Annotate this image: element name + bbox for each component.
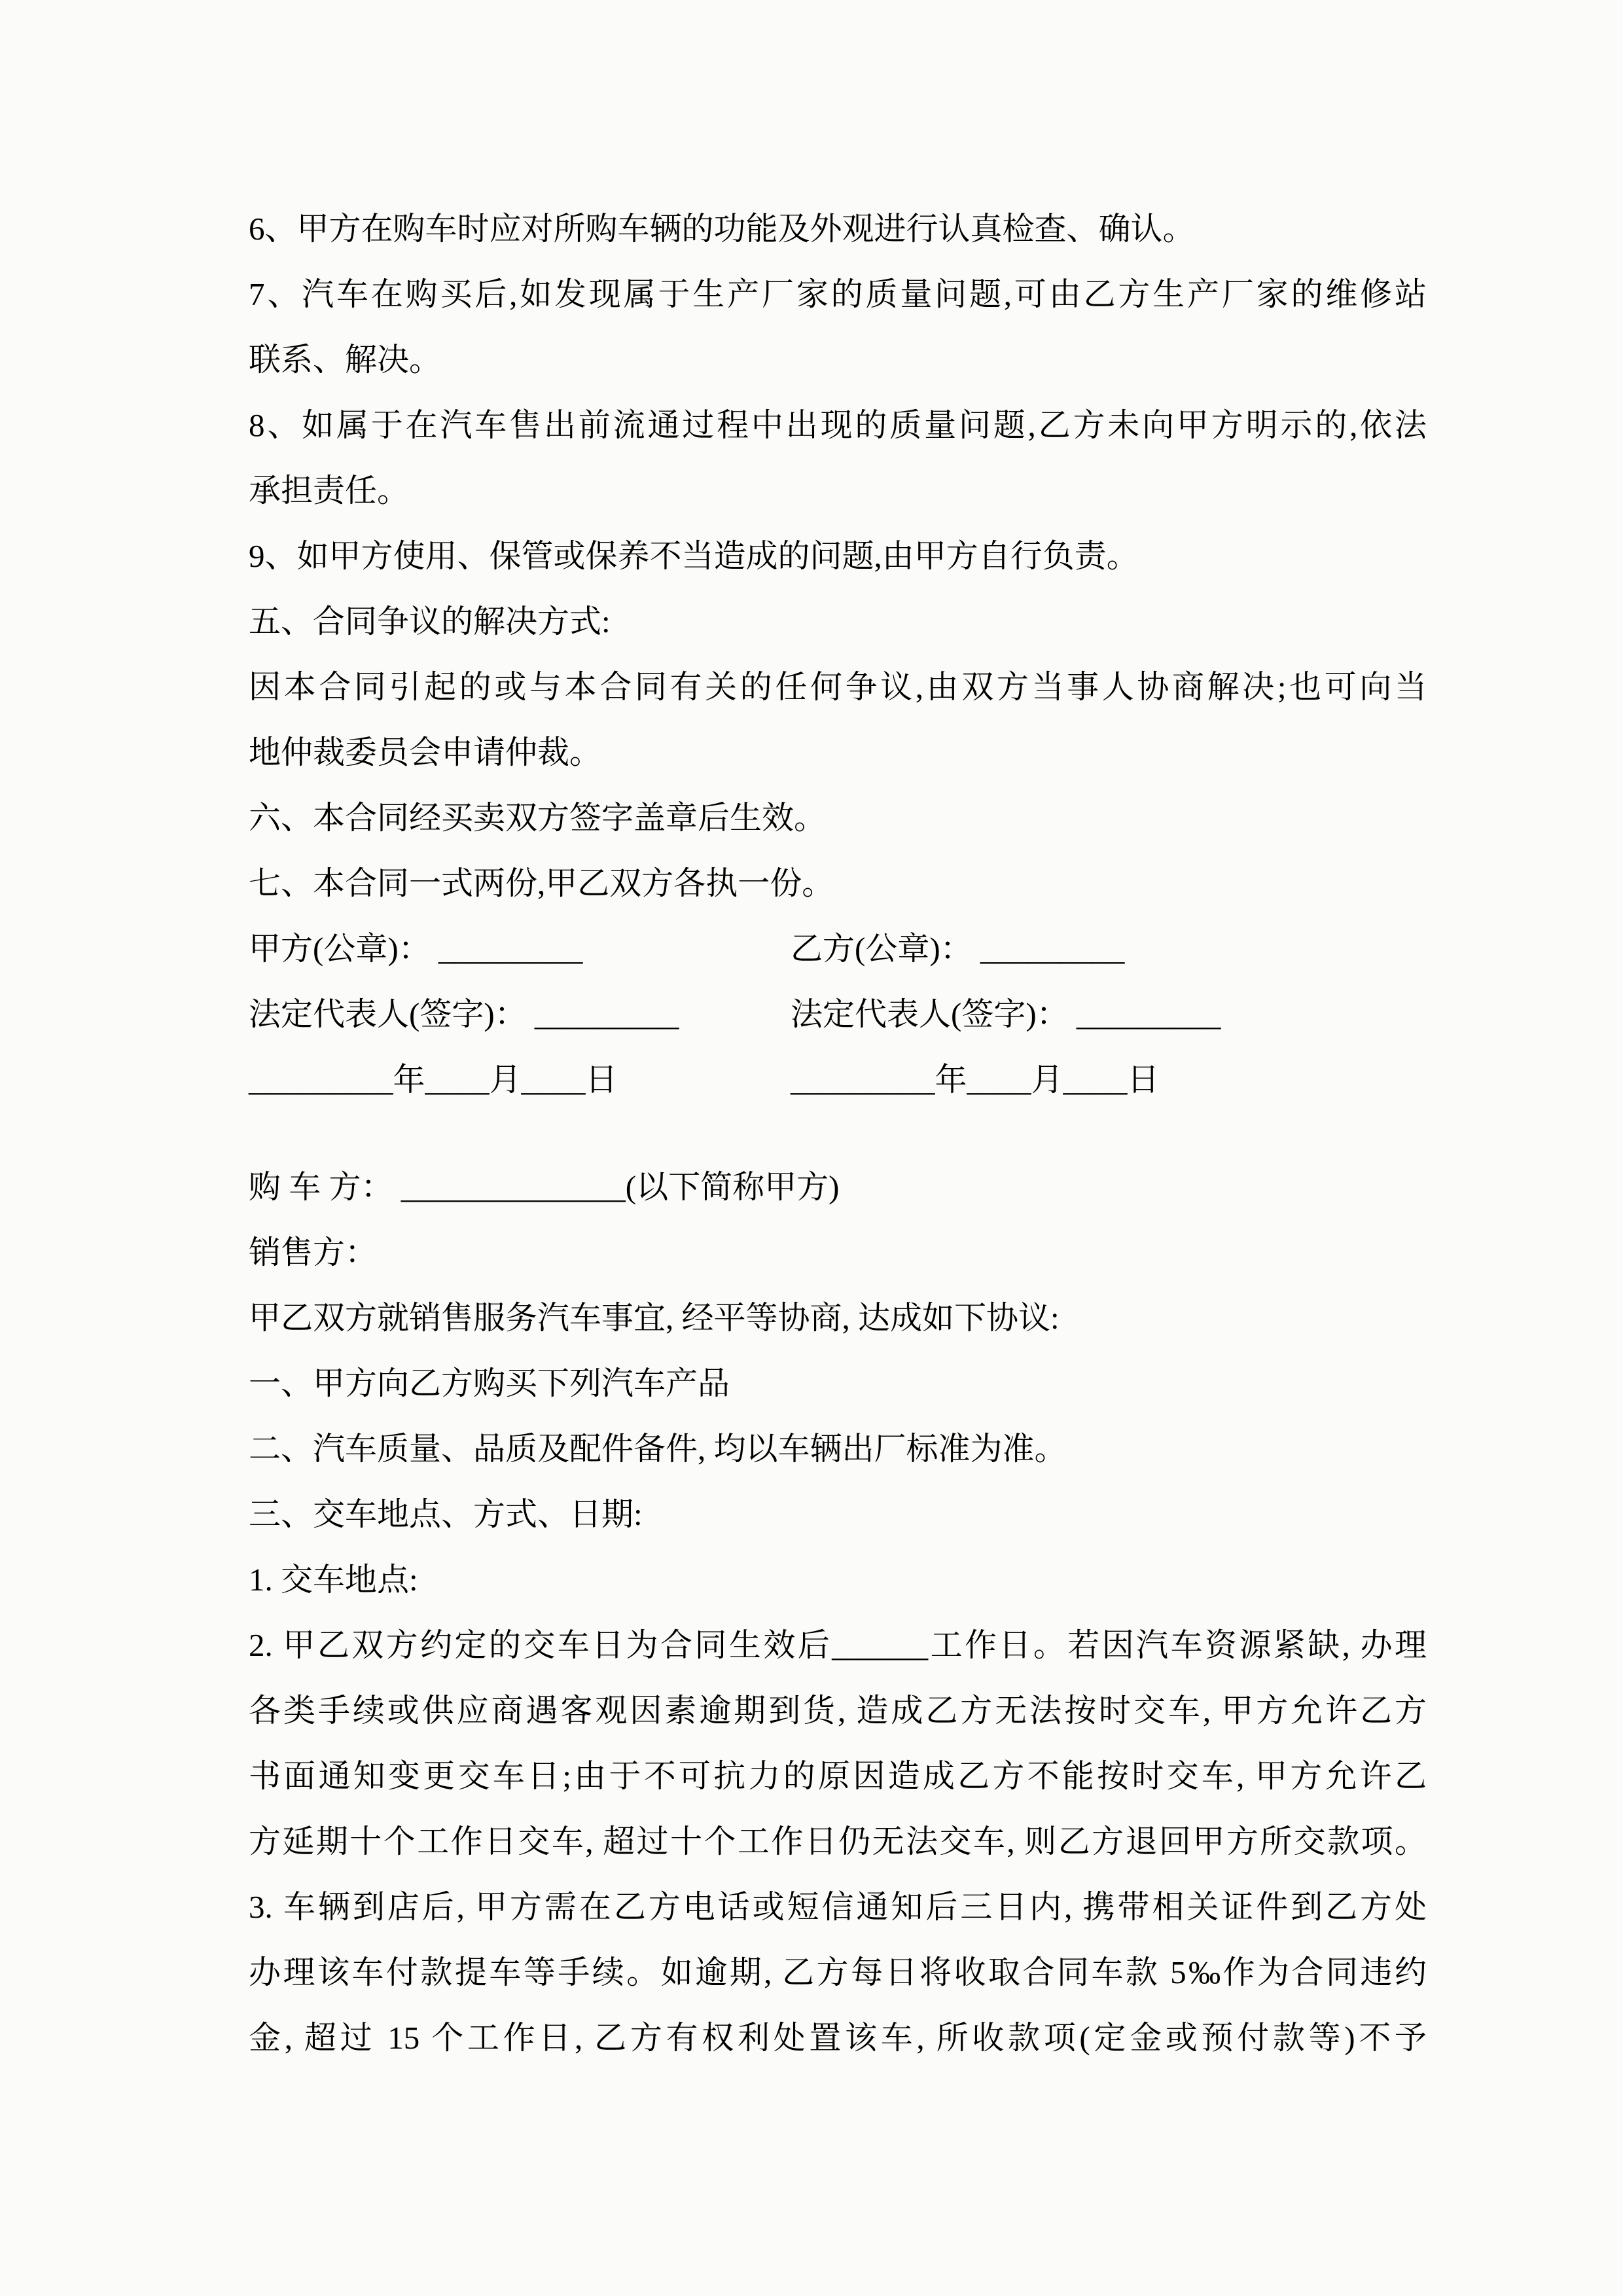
clause-line: 7、汽车在购买后,如发现属于生产厂家的质量问题,可由乙方生产厂家的维修站 [249, 276, 1427, 312]
clause-line: 8、如属于在汽车售出前流通过程中出现的质量问题,乙方未向甲方明示的,依法 [249, 407, 1427, 443]
preamble-line: 甲乙双方就销售服务汽车事宜, 经平等协商, 达成如下协议: [249, 1300, 1060, 1336]
clause-line: 金, 超过 15 个工作日, 乙方有权利处置该车, 所收款项(定金或预付款等)不予 [249, 2020, 1427, 2056]
clause-line: 因本合同引起的或与本合同有关的任何争议,由双方当事人协商解决;也可向当 [249, 669, 1427, 705]
clause-line: 二、汽车质量、品质及配件备件, 均以车辆出厂标准为准。 [249, 1431, 1067, 1467]
buyer-line: 购 车 方： ______________(以下简称甲方) [249, 1169, 840, 1205]
clause-line: 六、本合同经买卖双方签字盖章后生效。 [249, 800, 827, 836]
document-content [249, 196, 1427, 2071]
clause-line: 2. 甲乙双方约定的交车日为合同生效后______工作日。若因汽车资源紧缺, 办理 [249, 1627, 1427, 1663]
clause-line: 七、本合同一式两份,甲乙双方各执一份。 [249, 865, 834, 901]
clause-line: 方延期十个工作日交车, 超过十个工作日仍无法交车, 则乙方退回甲方所交款项。 [249, 1823, 1427, 1859]
clause-line: 办理该车付款提车等手续。如逾期, 乙方每日将收取合同车款 5‰作为合同违约 [249, 1954, 1427, 1990]
signature-row [249, 916, 1427, 982]
clause-line: 9、如甲方使用、保管或保养不当造成的问题,由甲方自行负责。 [249, 538, 1139, 574]
clause-line: 3. 车辆到店后, 甲方需在乙方电话或短信通知后三日内, 携带相关证件到乙方处 [249, 1889, 1427, 1925]
clause-heading: 五、合同争议的解决方式: [249, 603, 611, 639]
seller-line: 销售方： [249, 1234, 378, 1270]
clause-line: 1. 交车地点: [249, 1562, 418, 1598]
party-a-date: _________年____月____日 [249, 1062, 618, 1098]
party-b-representative-signature: 法定代表人(签字)： _________ [791, 996, 1221, 1032]
clause-line: 地仲裁委员会申请仲裁。 [249, 734, 602, 770]
party-a-representative-signature: 法定代表人(签字)： _________ [249, 996, 679, 1032]
clause-heading: 三、交车地点、方式、日期: [249, 1496, 643, 1532]
clause-line: 联系、解决。 [249, 342, 442, 378]
party-b-seal: 乙方(公章)： _________ [791, 931, 1125, 967]
clause-line: 各类手续或供应商遇客观因素逾期到货, 造成乙方无法按时交车, 甲方允许乙方 [249, 1693, 1427, 1729]
party-a-seal: 甲方(公章)： _________ [249, 931, 583, 967]
party-b-date: _________年____月____日 [791, 1062, 1160, 1098]
clause-line: 书面通知变更交车日;由于不可抗力的原因造成乙方不能按时交车, 甲方允许乙 [249, 1758, 1427, 1794]
clause-line: 承担责任。 [249, 473, 410, 509]
clause-line: 6、甲方在购车时应对所购车辆的功能及外观进行认真检查、确认。 [249, 211, 1195, 247]
signature-row [249, 982, 1427, 1047]
clause-heading: 一、甲方向乙方购买下列汽车产品 [249, 1365, 730, 1401]
signature-row [249, 1047, 1427, 1113]
